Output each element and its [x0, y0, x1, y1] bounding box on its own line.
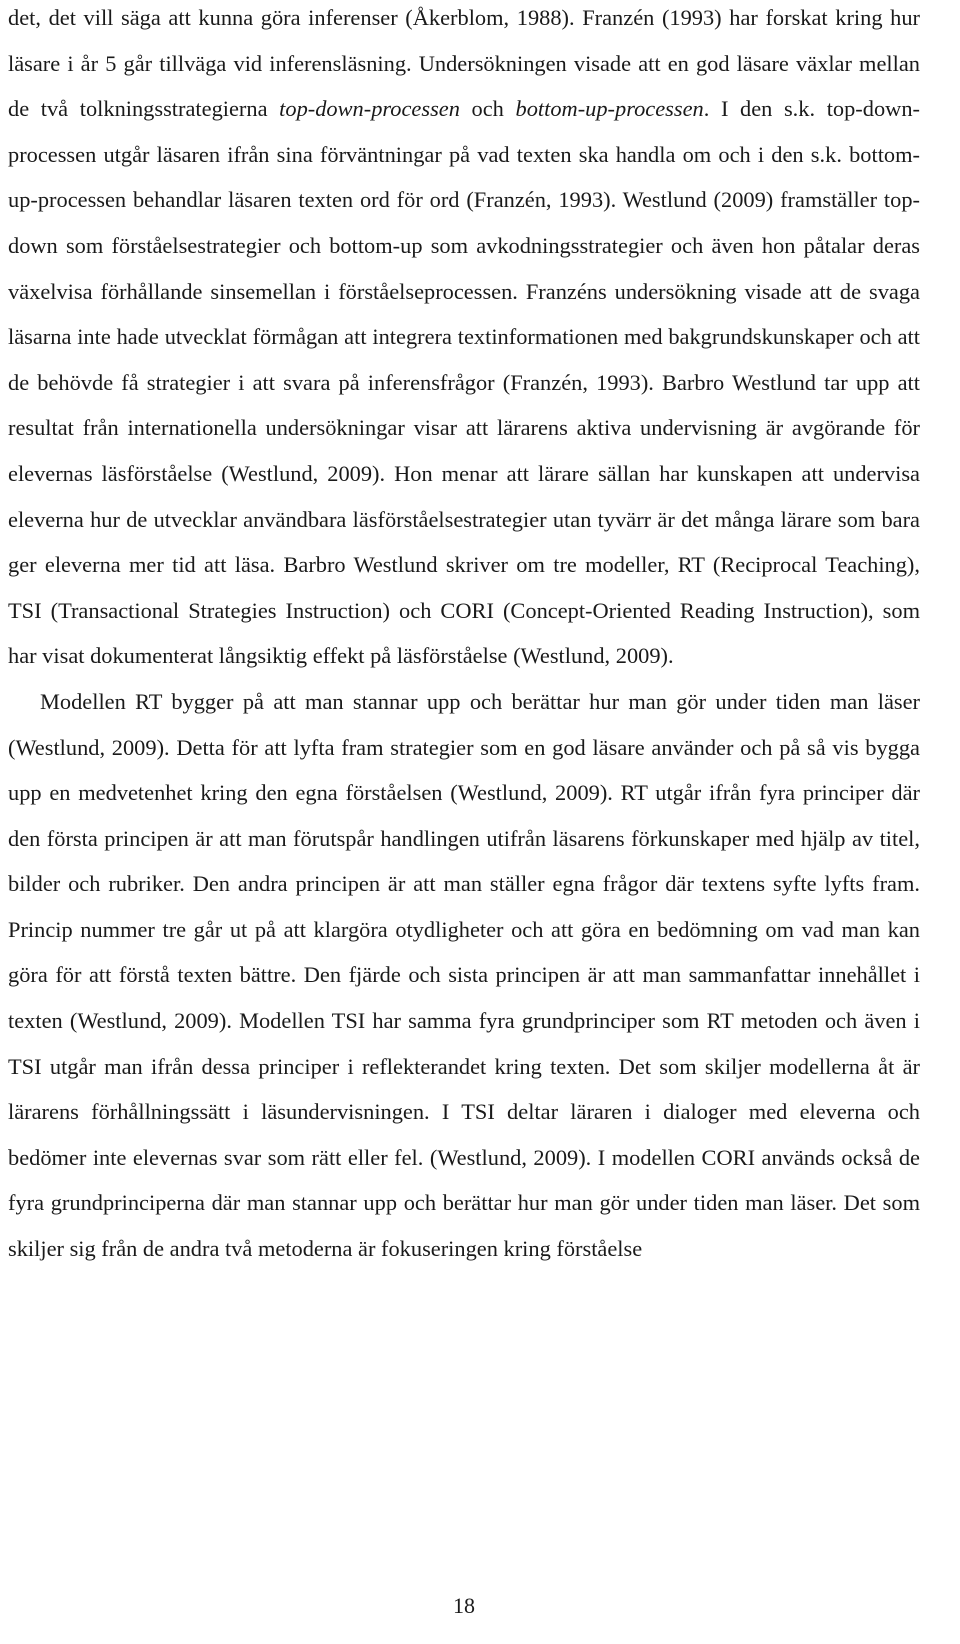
- italic-term: bottom-up-processen: [515, 96, 704, 122]
- page-number: 18: [453, 1593, 475, 1618]
- text-run: Modellen RT bygger på att man stannar upp och berättar hur man gör under tiden man läser (Westlund, 2009). Detta för att lyfta fram strategier som en god läsare använder och på så vis bygga upp en medvetenhet kring den egna förståelsen (Westlund, 2009). RT utgår ifrån fyra principer där den första principen är att man förutspår handlingen utifrån läsarens förkunskaper med hjälp av titel, bilder och rubriker. Den andra principen är att man ställer egna frågor där textens syfte lyfts fram. Princip nummer tre går ut på att klargöra otydligheter och att göra en bedömning om vad man kan göra för att förstå texten bättre. Den fjärde och sista principen är att man sammanfattar innehållet i texten (Westlund, 2009). Modellen TSI har samma fyra grundprinciper som RT metoden och även i TSI utgår man ifrån dessa principer i reflekterandet kring texten. Det som skiljer modellerna åt är lärarens förhållningssätt i läsundervisningen. I TSI deltar läraren i dialoger med eleverna och bedömer inte elevernas svar som rätt eller fel. (Westlund, 2009). I modellen CORI används också de fyra grundprinciperna där man stannar upp och berättar hur man gör under tiden man läser. Det som skiljer sig från de andra två metoderna är fokuseringen kring förståelse: [8, 688, 920, 1262]
- document-page: [8, 0, 920, 1644]
- text-run: . I den s.k. top-down-processen utgår läsaren ifrån sina förväntningar på vad texten ska handla om och i den s.k. bottom-up-processen behandlar läsaren texten ord för ord (Franzén, 1993). Westlund (2009) framställer top-down som förståelsestrategier och bottom-up som avkodningsstrategier och även hon påtalar deras växelvisa förhållande sinsemellan i förståelseprocessen. Franzéns undersökning visade att de svaga läsarna inte hade utvecklat förmågan att integrera textinformationen med bakgrundskunskaper och att de behövde få strategier i att svara på inferensfrågor (Franzén, 1993). Barbro Westlund tar upp att resultat från internationella undersökningar visar att lärarens aktiva undervisning är avgörande för elevernas läsförståelse (Westlund, 2009). Hon menar att lärare sällan har kunskapen att undervisa eleverna hur de utvecklar användbara läsförståelsestrategier utan tyvärr är det många lärare som bara ger eleverna mer tid att läsa. Barbro Westlund skriver om tre modeller, RT (Reciprocal Teaching), TSI (Transactional Strategies Instruction) och CORI (Concept-Oriented Reading Instruction), som har visat dokumenterat långsiktig effekt på läsförståelse (Westlund, 2009).: [8, 96, 920, 669]
- text-run: och: [459, 96, 516, 122]
- paragraph-continued: [8, 0, 920, 679]
- paragraph-models: [8, 679, 920, 1272]
- text-run: det, det vill säga att kunna göra inferenser (Åkerblom, 1988). Franzén (1993) har forskat kring hur läsare i år 5 går tillväga vid inferensläsning. Undersökningen visade att en god läsare växlar mellan de två tolkningsstrategierna: [8, 5, 920, 122]
- italic-term: top-down-processen: [279, 96, 460, 122]
